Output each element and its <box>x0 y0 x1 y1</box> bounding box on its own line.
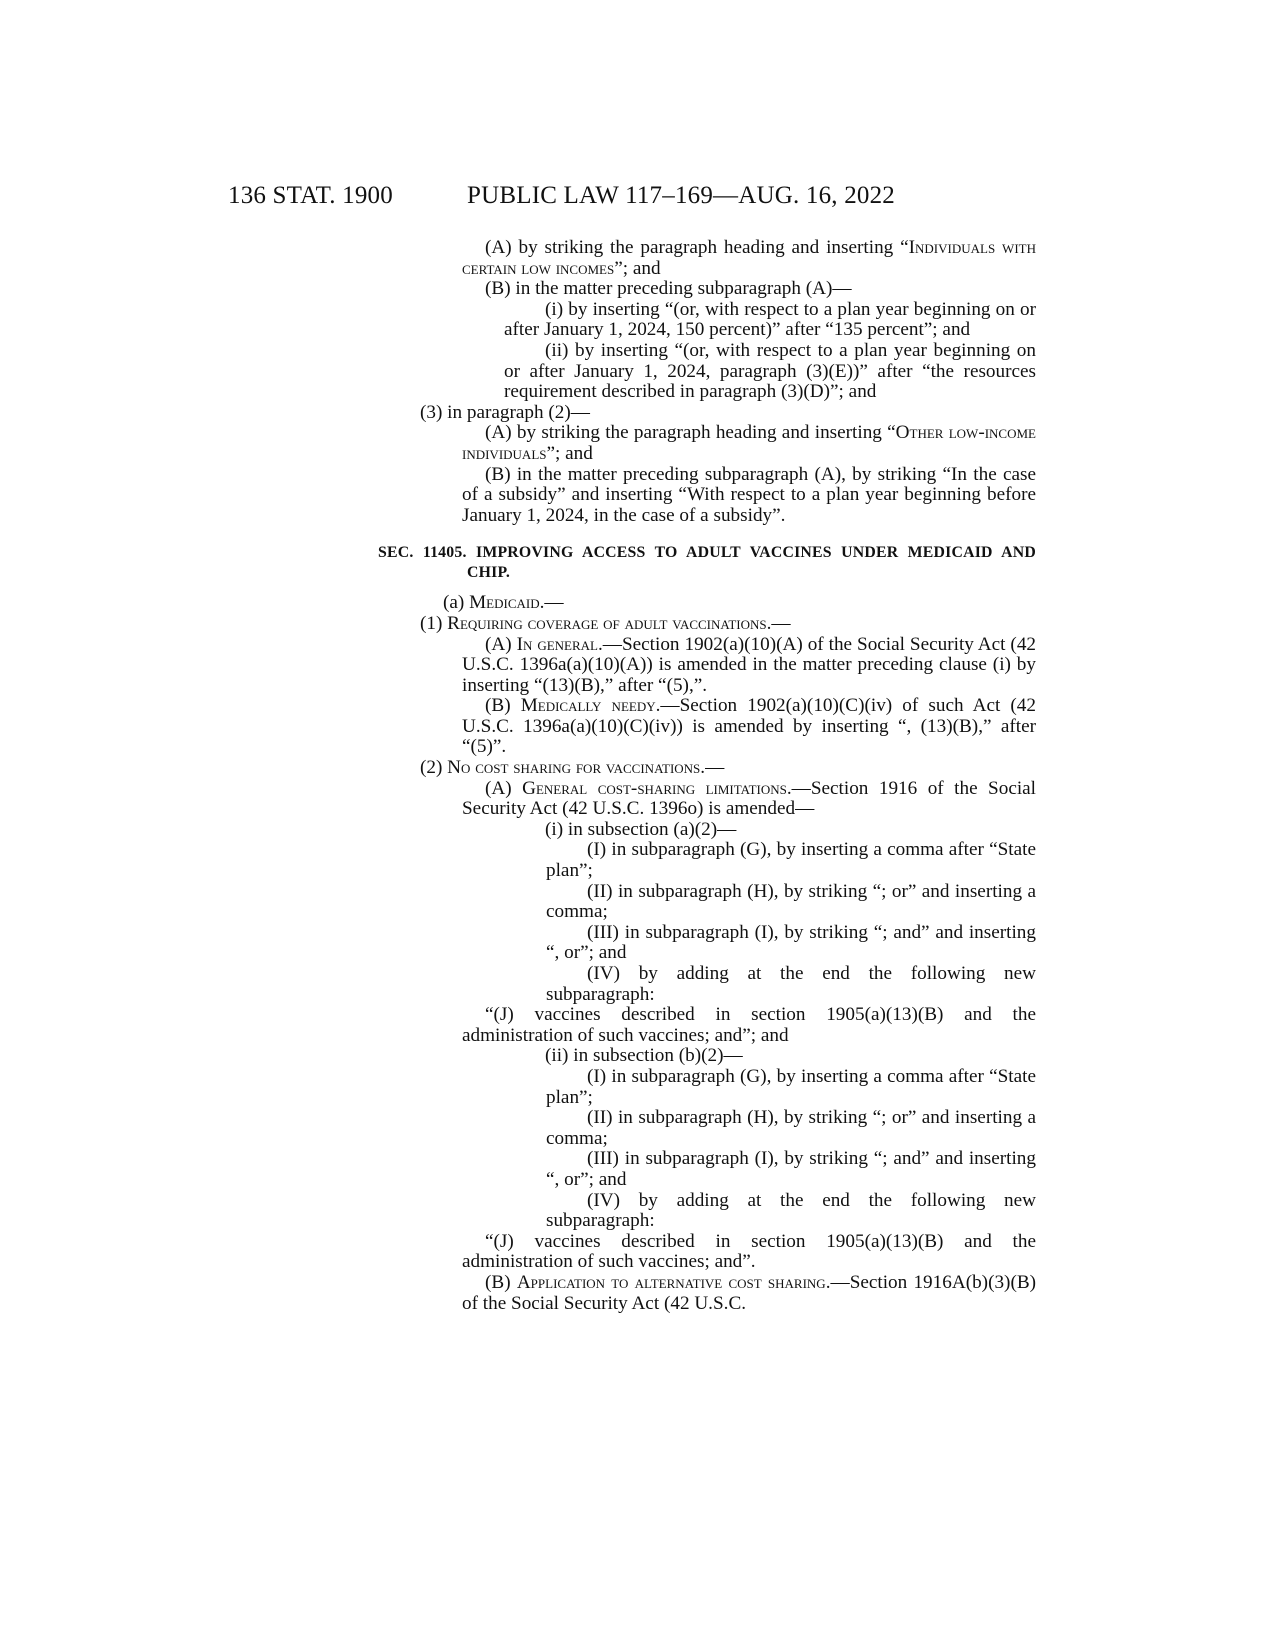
paragraph <box>420 614 1036 635</box>
text-run: (B) <box>485 1271 517 1293</box>
text-run: .— <box>700 757 725 779</box>
text-run: (ii) in subsection (b)(2)— <box>545 1045 743 1067</box>
public-law-header: PUBLIC LAW 117–169—AUG. 16, 2022 <box>467 182 896 209</box>
small-caps-heading: Application to alternative cost sharing <box>516 1271 826 1293</box>
paragraph <box>462 1191 1036 1232</box>
small-caps-heading: No cost sharing for vaccinations <box>447 757 701 779</box>
paragraph <box>462 779 1036 820</box>
text-run: .— <box>539 592 564 614</box>
text-run: (III) in subparagraph (I), by striking “; and” and inserting “, or”; and <box>546 921 1036 964</box>
paragraph <box>420 593 1036 614</box>
paragraph <box>462 964 1036 1005</box>
text-run: (A) <box>485 633 517 655</box>
text-run: SEC. 11405. IMPROVING ACCESS TO ADULT VACCINES UNDER MEDICAID AND CHIP. <box>378 544 1036 582</box>
text-run: (IV) by adding at the end the following new subparagraph: <box>546 963 1036 1005</box>
text-run: ”; and <box>546 442 593 464</box>
text-run: .—Section 1902(a)(10)(A) of the Social Security Act (42 U.S.C. 1396a(a)(10)(A)) is amended in the matter preceding clause (i) by inserting “(13)(B),” after “(5),”. <box>462 633 1037 696</box>
small-caps-heading: Medicaid <box>469 592 540 614</box>
document-body <box>378 237 1037 1314</box>
small-caps-heading: Requiring coverage of adult vaccinations <box>447 612 767 634</box>
paragraph <box>420 758 1036 779</box>
text-run: (I) in subparagraph (G), by inserting a comma after “State plan”; <box>546 1065 1036 1108</box>
text-run: ”; and <box>614 257 661 279</box>
paragraph <box>462 1273 1036 1314</box>
small-caps-heading: In general <box>516 633 598 655</box>
small-caps-heading: Other low-income individuals <box>462 422 1036 464</box>
small-caps-heading: Medically needy <box>520 695 656 717</box>
text-run: (A) by striking the paragraph heading and inserting “ <box>485 237 909 258</box>
paragraph <box>462 238 1036 279</box>
paragraph <box>462 300 1036 341</box>
paragraph <box>420 403 1036 424</box>
paragraph <box>462 1232 1036 1273</box>
text-run: (A) by striking the paragraph heading and inserting “ <box>485 422 896 444</box>
text-run: (III) in subparagraph (I), by striking “; and” and inserting “, or”; and <box>546 1148 1036 1190</box>
small-caps-heading: General cost-sharing limitations <box>522 777 787 799</box>
text-run: “(J) vaccines described in section 1905(a)(13)(B) and the administration of such vaccines; and”; and <box>462 1004 1036 1046</box>
text-run: (B) in the matter preceding subparagraph (A)— <box>485 278 852 300</box>
text-run: “(J) vaccines described in section 1905(a)(13)(B) and the administration of such vaccines; and”. <box>462 1230 1036 1273</box>
text-run: .—Section 1916A(b)(3)(B) of the Social Security Act (42 U.S.C. <box>462 1271 1037 1314</box>
text-run: (A) <box>485 777 523 799</box>
paragraph <box>462 696 1036 758</box>
paragraph <box>462 465 1036 527</box>
paragraph <box>462 1005 1036 1046</box>
paragraph <box>462 341 1036 403</box>
paragraph <box>462 279 1036 300</box>
text-run: (2) <box>420 757 448 779</box>
text-run: (i) by inserting “(or, with respect to a plan year beginning on or after January 1, 2024, 150 percent)” after “135 percent”; and <box>504 298 1036 341</box>
text-run: (B) in the matter preceding subparagraph (A), by striking “In the case of a subsidy” and inserting “With respect to a plan year beginning before January 1, 2024, in the case of a subsidy”. <box>462 463 1036 526</box>
paragraph <box>462 1108 1036 1149</box>
small-caps-heading: Individuals with certain low incomes <box>462 237 1036 279</box>
paragraph <box>462 1046 1036 1067</box>
text-run: (II) in subparagraph (H), by striking “; or” and inserting a comma; <box>546 1107 1036 1149</box>
paragraph <box>462 923 1036 964</box>
text-run: (B) <box>485 695 521 717</box>
statute-page-reference: 136 STAT. 1900 <box>228 182 393 209</box>
text-run: (1) <box>420 612 448 634</box>
text-run: (IV) by adding at the end the following new subparagraph: <box>546 1189 1036 1232</box>
paragraph <box>462 820 1036 841</box>
paragraph <box>462 840 1036 881</box>
text-run: (I) in subparagraph (G), by inserting a comma after “State plan”; <box>546 839 1036 882</box>
text-run: (II) in subparagraph (H), by striking “; or” and inserting a comma; <box>546 880 1036 923</box>
section-heading <box>378 543 1036 583</box>
text-run: (i) in subsection (a)(2)— <box>545 818 737 840</box>
text-run: (a) <box>443 592 470 614</box>
text-run: .— <box>766 612 791 634</box>
text-run: .—Section 1902(a)(10)(C)(iv) of such Act (42 U.S.C. 1396a(a)(10)(C)(iv)) is amended by inserting “, (13)(B),” after “(5)”. <box>462 695 1036 758</box>
paragraph <box>462 423 1036 464</box>
paragraph <box>462 882 1036 923</box>
text-run: (3) in paragraph (2)— <box>420 401 590 423</box>
paragraph <box>462 1149 1036 1190</box>
paragraph <box>462 1067 1036 1108</box>
text-run: .—Section 1916 of the Social Security Act (42 U.S.C. 1396o) is amended— <box>462 777 1037 820</box>
text-run: (ii) by inserting “(or, with respect to a plan year beginning on or after January 1, 2024, paragraph (3)(E))” after “the resources requirement described in paragraph (3)(D)”; and <box>504 339 1036 403</box>
paragraph <box>462 635 1036 697</box>
